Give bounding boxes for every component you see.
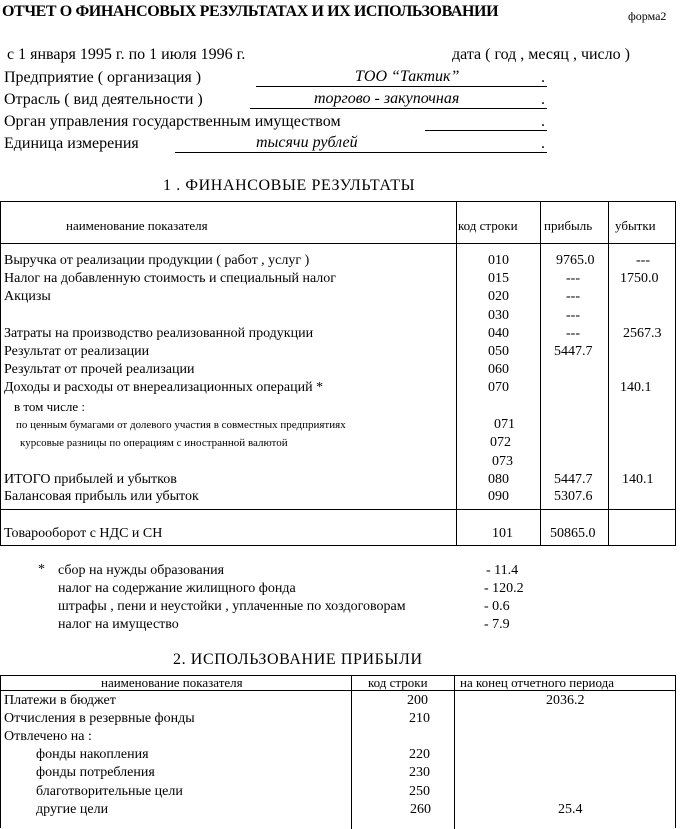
section2-title: 2. ИСПОЛЬЗОВАНИЕ ПРИБЫЛИ bbox=[173, 651, 423, 668]
row-name: Выручка от реализации продукции ( работ , услуг ) bbox=[4, 253, 310, 268]
table1-col-divider bbox=[456, 202, 457, 545]
col-header-name: наименование показателя bbox=[66, 218, 208, 233]
row-name: курсовые разницы по операциям с иностранной валютой bbox=[20, 437, 288, 449]
t2-row-code: 230 bbox=[409, 765, 430, 780]
row-code: 050 bbox=[488, 344, 509, 359]
industry-underline bbox=[250, 108, 547, 109]
row-name: Результат от прочей реализации bbox=[4, 362, 195, 377]
authority-label: Орган управления государственным имуществом bbox=[4, 113, 341, 130]
row-name: Товарооборот с НДС и СН bbox=[4, 526, 163, 541]
t2-row-name: фонды накопления bbox=[36, 747, 149, 762]
row-name: Результат от реализации bbox=[4, 344, 150, 359]
form-number: форма2 bbox=[628, 9, 667, 23]
row-code: 090 bbox=[488, 489, 509, 504]
row-code: 040 bbox=[488, 326, 509, 341]
row-profit: 5447.7 bbox=[554, 472, 593, 487]
row-code: 071 bbox=[494, 417, 515, 432]
col-header-code: код строки bbox=[458, 218, 518, 233]
enterprise-label: Предприятие ( организация ) bbox=[4, 69, 202, 86]
row-loss: 2567.3 bbox=[623, 326, 662, 341]
t2-col-header-period: на конец отчетного периода bbox=[460, 675, 614, 690]
t2-col-header-code: код строки bbox=[368, 675, 428, 690]
row-name: Затраты на производство реализованной продукции bbox=[4, 326, 314, 341]
row-name: Акцизы bbox=[4, 289, 51, 304]
t2-row-code: 200 bbox=[407, 693, 428, 708]
row-profit: --- bbox=[566, 308, 580, 323]
footnote-value: - 0.6 bbox=[484, 599, 510, 614]
row-code: 070 bbox=[488, 380, 509, 395]
row-name: Балансовая прибыль или убыток bbox=[4, 489, 199, 504]
unit-underline bbox=[175, 152, 547, 153]
t2-row-name: другие цели bbox=[36, 802, 109, 817]
row-name: Доходы и расходы от внереализационных операций * bbox=[4, 380, 324, 395]
document-title: ОТЧЕТ О ФИНАНСОВЫХ РЕЗУЛЬТАТАХ И ИХ ИСПОЛЬЗОВАНИИ bbox=[2, 3, 499, 20]
authority-dot: . bbox=[541, 113, 545, 130]
footnote-value: - 7.9 bbox=[484, 617, 510, 632]
t2-row-name: благотворительные цели bbox=[36, 784, 183, 799]
row-profit: 5447.7 bbox=[554, 344, 593, 359]
row-loss: 140.1 bbox=[620, 380, 652, 395]
table1-header-rule bbox=[1, 243, 675, 244]
footnote-value: - 120.2 bbox=[484, 581, 524, 596]
t2-row-name: Отчисления в резервные фонды bbox=[4, 711, 195, 726]
row-profit: --- bbox=[566, 271, 580, 286]
t2-row-name: Отвлечено на : bbox=[4, 729, 92, 744]
row-code: 073 bbox=[492, 454, 513, 469]
unit-value: тысячи рублей bbox=[256, 134, 358, 151]
row-code: 015 bbox=[488, 271, 509, 286]
footnote-value: - 11.4 bbox=[486, 563, 519, 578]
t2-row-value: 25.4 bbox=[558, 802, 583, 817]
enterprise-dot: . bbox=[541, 69, 545, 86]
authority-underline bbox=[425, 130, 547, 131]
row-code: 080 bbox=[488, 472, 509, 487]
footnote-label: сбор на нужды образования bbox=[58, 563, 225, 578]
row-code: 010 bbox=[488, 253, 509, 268]
col-header-loss: убытки bbox=[615, 218, 656, 233]
row-code: 072 bbox=[490, 435, 511, 450]
unit-label: Единица измерения bbox=[4, 135, 139, 152]
footnote-label: штрафы , пени и неустойки , уплаченные по хоздоговорам bbox=[58, 599, 406, 614]
row-name: ИТОГО прибылей и убытков bbox=[4, 472, 177, 487]
industry-value: торгово - закупочная bbox=[314, 90, 460, 107]
col-header-profit: прибыль bbox=[544, 218, 593, 233]
row-profit: 9765.0 bbox=[556, 253, 595, 268]
row-name: Налог на добавленную стоимость и специальный налог bbox=[4, 271, 337, 286]
enterprise-underline bbox=[256, 86, 547, 87]
table2-col-divider bbox=[351, 676, 352, 829]
row-profit: 5307.6 bbox=[554, 489, 593, 504]
footnote-star: * bbox=[38, 562, 45, 577]
unit-dot: . bbox=[541, 135, 545, 152]
row-code: 101 bbox=[492, 526, 513, 541]
date-label: дата ( год , месяц , число ) bbox=[452, 46, 630, 63]
enterprise-value: ТОО “Тактик” bbox=[355, 68, 460, 85]
t2-row-name: Платежи в бюджет bbox=[4, 693, 116, 708]
t2-row-code: 250 bbox=[409, 784, 430, 799]
t2-row-value: 2036.2 bbox=[546, 693, 585, 708]
t2-row-name: фонды потребления bbox=[36, 765, 155, 780]
row-profit: --- bbox=[566, 289, 580, 304]
row-code: 060 bbox=[488, 362, 509, 377]
section1-title: 1 . ФИНАНСОВЫЕ РЕЗУЛЬТАТЫ bbox=[163, 177, 416, 194]
table1-total-rule bbox=[1, 509, 675, 510]
row-profit: --- bbox=[566, 326, 580, 341]
row-loss: --- bbox=[636, 253, 650, 268]
row-code: 030 bbox=[488, 308, 509, 323]
row-code: 020 bbox=[488, 289, 509, 304]
t2-row-code: 210 bbox=[409, 711, 430, 726]
table1-col-divider bbox=[540, 202, 541, 545]
industry-dot: . bbox=[541, 91, 545, 108]
table2-col-divider bbox=[454, 676, 455, 829]
row-loss: 140.1 bbox=[622, 472, 654, 487]
t2-row-code: 220 bbox=[409, 747, 430, 762]
t2-row-code: 260 bbox=[410, 802, 431, 817]
industry-label: Отрасль ( вид деятельности ) bbox=[4, 91, 203, 108]
t2-col-header-name: наименование показателя bbox=[101, 675, 243, 690]
footnote-label: налог на содержание жилищного фонда bbox=[58, 581, 296, 596]
table1-col-divider bbox=[608, 202, 609, 545]
footnote-label: налог на имущество bbox=[58, 617, 179, 632]
row-loss: 1750.0 bbox=[620, 271, 659, 286]
report-period: с 1 января 1995 г. по 1 июля 1996 г. bbox=[7, 46, 246, 63]
row-profit: 50865.0 bbox=[550, 526, 596, 541]
row-name: по ценным бумагами от долевого участия в совместных предприятиях bbox=[16, 419, 346, 431]
row-name: в том числе : bbox=[14, 399, 86, 414]
